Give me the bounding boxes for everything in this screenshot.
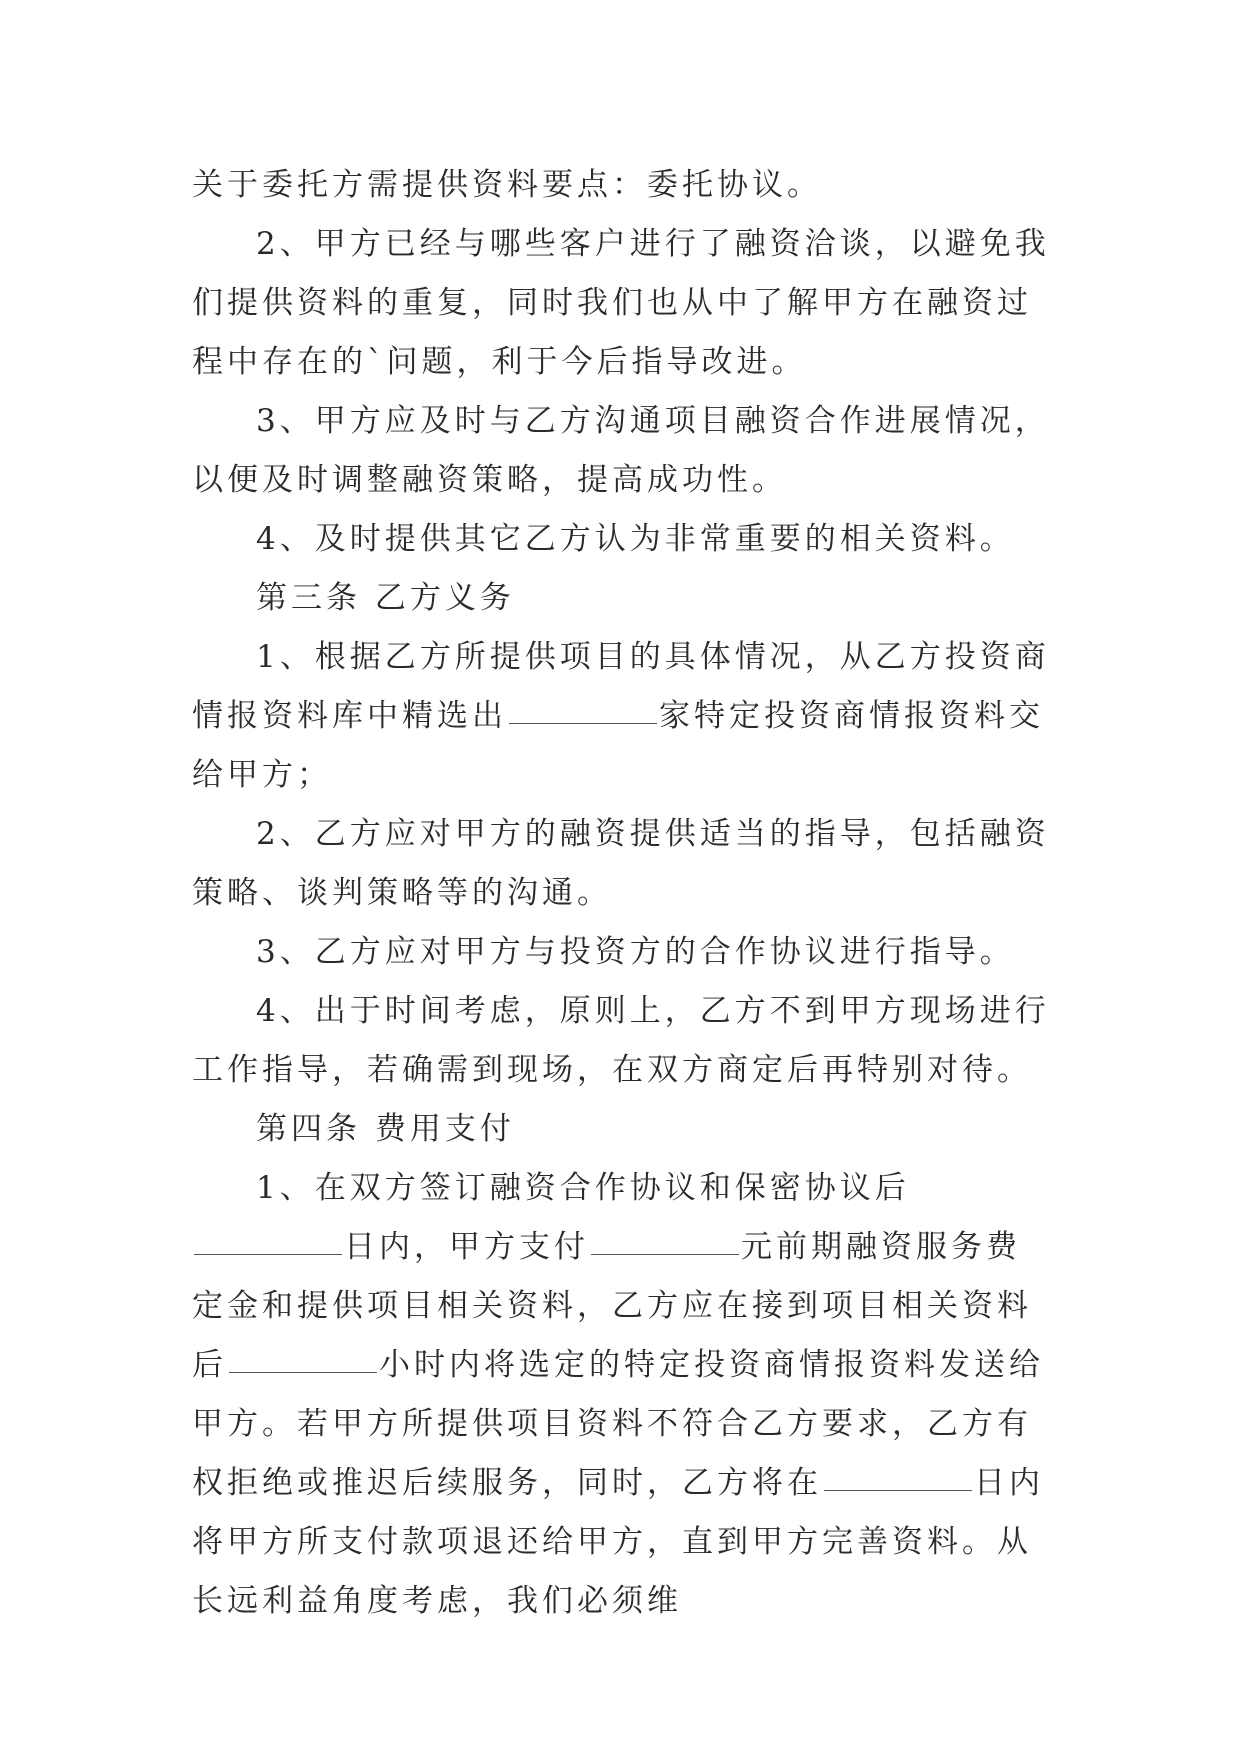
clause-4-1-text-b: 日内，甲方支付 <box>344 1229 589 1265</box>
clause-3-1-text-b: 家特定投资商情报资料交给甲方； <box>192 698 1044 793</box>
clause-4-1-text-c: 元前期融资服务费定金和提供项目相关资料，乙方应在接到项目相关资料后 <box>192 1229 1032 1383</box>
paragraph-clause-2-4: 4、及时提供其它乙方认为非常重要的相关资料。 <box>256 521 1015 557</box>
paragraph-clause-4-1 <box>192 1159 1052 1631</box>
paragraph-clause-3-3: 3、乙方应对甲方与投资方的合作协议进行指导。 <box>256 934 1015 970</box>
heading-article-3: 第三条 乙方义务 <box>256 580 515 616</box>
clause-4-1-text-a: 1、在双方签订融资合作协议和保密协议后 <box>256 1170 910 1206</box>
paragraph-clause-2-3: 3、甲方应及时与乙方沟通项目融资合作进展情况，以便及时调整融资策略，提高成功性。 <box>192 403 1050 498</box>
blank-field-amount[interactable] <box>591 1253 739 1255</box>
paragraph-materials-note: 关于委托方需提供资料要点：委托协议。 <box>192 167 822 203</box>
paragraph-clause-2-2: 2、甲方已经与哪些客户进行了融资洽谈，以避免我们提供资料的重复，同时我们也从中了解甲方在融资过程中存在的`问题，利于今后指导改进。 <box>192 226 1050 380</box>
blank-field-hours[interactable] <box>229 1371 377 1373</box>
paragraph-clause-3-4: 4、出于时间考虑，原则上，乙方不到甲方现场进行工作指导，若确需到现场，在双方商定后再特别对待。 <box>192 993 1050 1088</box>
document-body <box>192 156 1052 1631</box>
blank-field-refund-days[interactable] <box>824 1489 972 1491</box>
blank-field-days[interactable] <box>194 1253 342 1255</box>
blank-field-investor-count[interactable] <box>509 722 657 724</box>
heading-article-4: 第四条 费用支付 <box>256 1111 515 1147</box>
clause-3-1-text-a: 1、根据乙方所提供项目的具体情况，从乙方投资商情报资料库中精选出 <box>192 639 1050 734</box>
paragraph-clause-3-1 <box>192 628 1052 805</box>
clause-4-1-text-e: 日内将甲方所支付款项退还给甲方，直到甲方完善资料。从长远利益角度考虑，我们必须维 <box>192 1465 1044 1619</box>
paragraph-clause-3-2: 2、乙方应对甲方的融资提供适当的指导，包括融资策略、谈判策略等的沟通。 <box>192 816 1050 911</box>
clause-4-1-text-d: 小时内将选定的特定投资商情报资料发送给甲方。若甲方所提供项目资料不符合乙方要求，乙方有权拒绝或推迟后续服务，同时，乙方将在 <box>192 1347 1044 1501</box>
